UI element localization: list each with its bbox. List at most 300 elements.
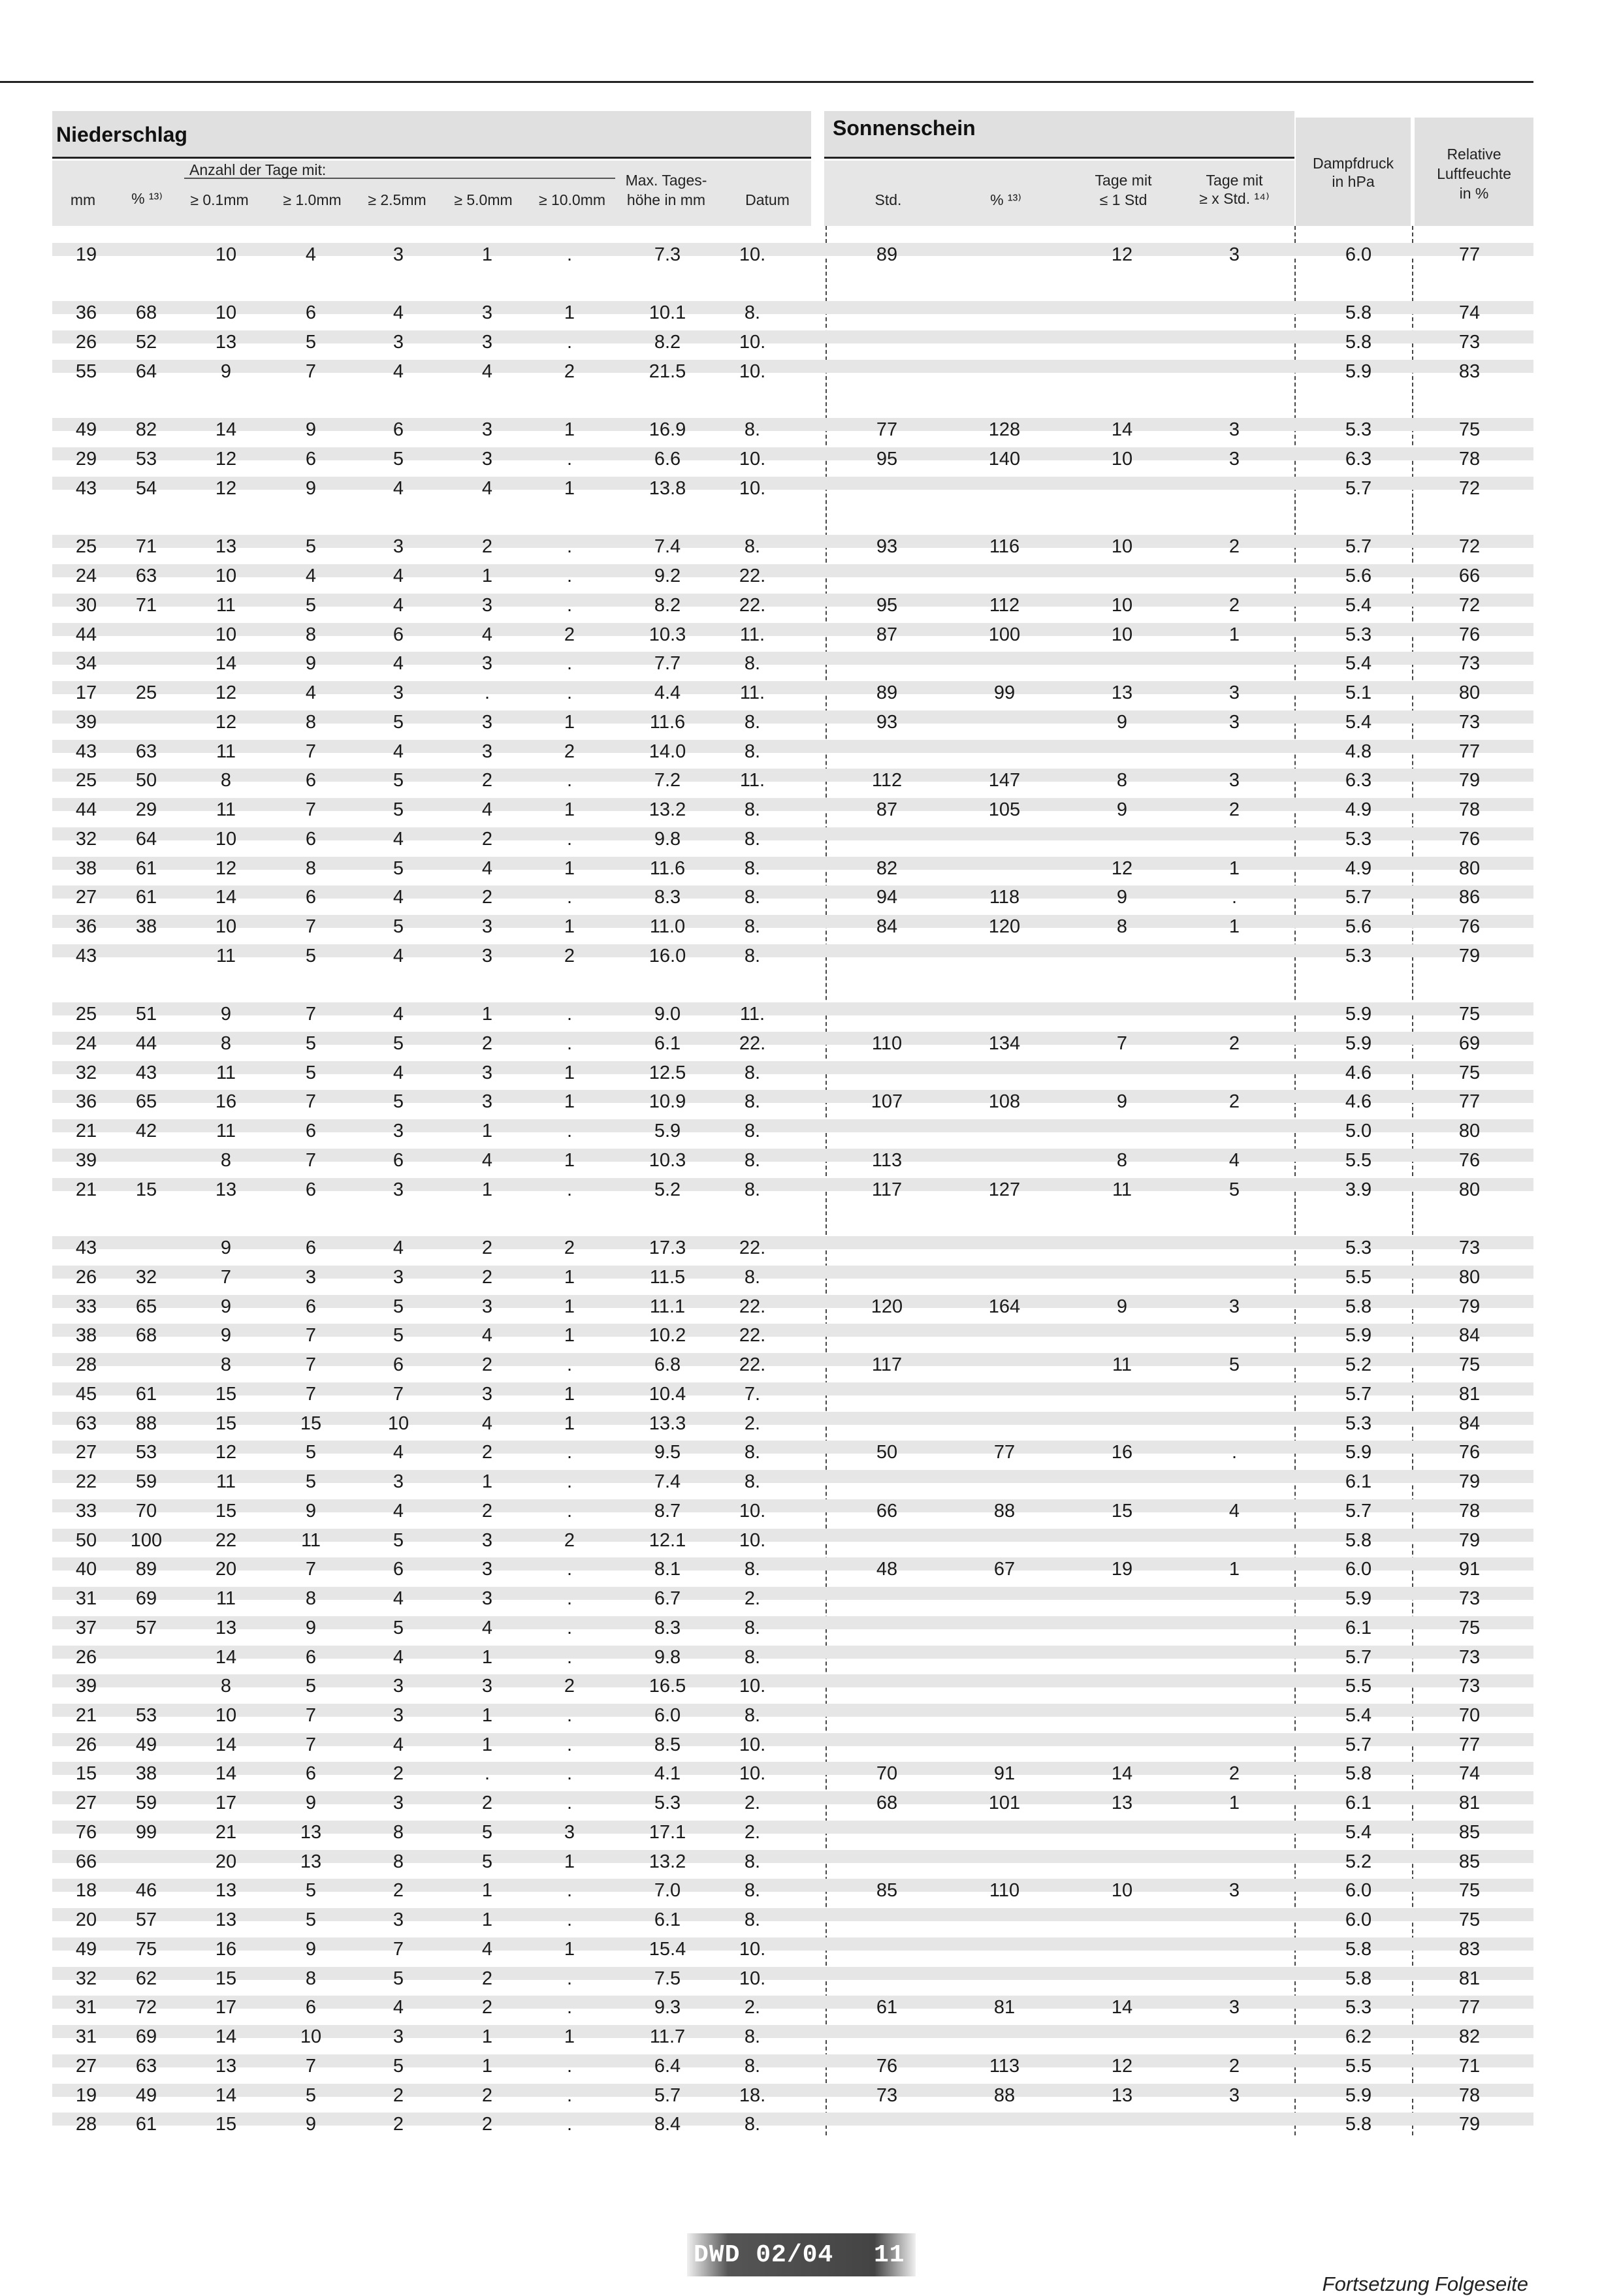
cell-pct2: 128: [988, 419, 1021, 440]
cell-d10: 6: [305, 1647, 317, 1668]
cell-max: 11.6: [649, 712, 686, 733]
cell-d100: 1: [564, 478, 575, 499]
cell-d10: 8: [305, 1968, 317, 1989]
cell-pct2: 81: [993, 1997, 1016, 2018]
cell-rel: 71: [1458, 2056, 1481, 2077]
cell-mm: 22: [75, 1471, 97, 1492]
header-max-2: höhe in mm: [626, 191, 706, 208]
table-row: [52, 1701, 1533, 1730]
cell-pct2: [969, 1059, 1040, 1087]
cell-d10: 7: [305, 1734, 317, 1755]
cell-d100: .: [566, 1121, 573, 1141]
cell-d100: .: [566, 887, 573, 908]
cell-d25: 8: [393, 1822, 404, 1843]
cell-d100: 1: [564, 1267, 575, 1288]
cell-d01: 13: [215, 1909, 237, 1930]
cell-tage2: 3: [1228, 2085, 1240, 2106]
cell-tage1: 12: [1111, 858, 1133, 879]
cell-d01: 14: [215, 653, 237, 674]
cell-std: [851, 1730, 923, 1759]
cell-pct2: 105: [988, 799, 1021, 820]
cell-rel: 85: [1458, 1851, 1481, 1872]
cell-d01: 12: [215, 858, 237, 879]
table-row: [52, 1292, 1533, 1321]
cell-mm: 36: [75, 916, 97, 937]
cell-d25: 4: [393, 1734, 404, 1755]
cell-tage1: [1086, 1526, 1158, 1555]
cell-mm: 25: [75, 1004, 97, 1025]
cell-tage2: [1198, 1380, 1270, 1409]
cell-datum: 8.: [744, 1091, 761, 1112]
cell-std: 87: [876, 799, 898, 820]
cell-d100: .: [566, 244, 573, 265]
cell-std: 94: [876, 887, 898, 908]
cell-dampf: 5.7: [1345, 478, 1372, 499]
cell-std: [851, 562, 923, 590]
table-row: [52, 591, 1533, 620]
cell-d10: 5: [305, 1676, 317, 1697]
cell-pct: 69: [135, 2026, 157, 2047]
cell-tage2: 3: [1228, 1880, 1240, 1901]
cell-std: [851, 328, 923, 357]
cell-pct: 57: [135, 1909, 157, 1930]
cell-d100: 1: [564, 858, 575, 879]
cell-d25: 5: [393, 1618, 404, 1638]
cell-pct: 54: [135, 478, 157, 499]
cell-max: 4.4: [654, 682, 681, 703]
cell-dampf: 5.7: [1345, 536, 1372, 557]
cell-d50: 1: [481, 2026, 493, 2047]
cell-rel: 75: [1458, 1062, 1481, 1083]
cell-d50: 3: [481, 653, 493, 674]
cell-tage1: [1086, 357, 1158, 386]
cell-d25: 2: [393, 1763, 404, 1784]
cell-std: [851, 825, 923, 853]
cell-tage2: [1198, 1818, 1270, 1847]
cell-rel: 73: [1458, 1237, 1481, 1258]
cell-d25: 7: [393, 1939, 404, 1960]
cell-d10: 10: [300, 2026, 322, 2047]
cell-rel: 82: [1458, 2026, 1481, 2047]
header-d100: ≥ 10.0mm: [538, 191, 606, 208]
cell-mm: 39: [75, 1150, 97, 1171]
cell-d25: 4: [393, 1588, 404, 1609]
cell-datum: 2.: [744, 1588, 761, 1609]
cell-max: 9.5: [654, 1442, 681, 1463]
cell-pct2: [969, 737, 1040, 766]
cell-datum: 8.: [744, 829, 761, 850]
cell-mm: 27: [75, 1793, 97, 1813]
table-row: [52, 1614, 1533, 1642]
cell-mm: 39: [75, 1676, 97, 1697]
cell-pct: 29: [135, 799, 157, 820]
cell-rel: 81: [1458, 1968, 1481, 1989]
cell-dampf: 5.7: [1345, 1647, 1372, 1668]
cell-d01: 11: [216, 1062, 236, 1083]
cell-pct: 65: [135, 1091, 157, 1112]
cell-rel: 75: [1458, 419, 1481, 440]
cell-pct2: [969, 2110, 1040, 2139]
cell-mm: 19: [75, 244, 97, 265]
cell-std: [851, 1117, 923, 1145]
cell-d100: .: [566, 1588, 573, 1609]
footer-badge: [687, 2233, 916, 2276]
table-row: [52, 1059, 1533, 1087]
cell-d25: 3: [393, 682, 404, 703]
cell-d50: 2: [481, 2085, 493, 2106]
cell-d10: 6: [305, 770, 317, 791]
cell-pct: 89: [135, 1559, 157, 1580]
cell-rel: 73: [1458, 332, 1481, 353]
cell-d25: 3: [393, 1179, 404, 1200]
table-row: [52, 1409, 1533, 1438]
table-row: [52, 1350, 1533, 1379]
cell-pct2: [969, 474, 1040, 503]
cell-d01: 14: [215, 2085, 237, 2106]
cell-dampf: 5.5: [1345, 1150, 1372, 1171]
cell-dampf: 5.3: [1345, 1997, 1372, 2018]
cell-pct2: [969, 1672, 1040, 1700]
table-row: [52, 678, 1533, 707]
cell-pct2: [969, 1234, 1040, 1262]
cell-max: 7.0: [654, 1880, 681, 1901]
cell-max: 6.8: [654, 1354, 681, 1375]
cell-pct: 61: [135, 2114, 157, 2135]
cell-dampf: 5.4: [1345, 653, 1372, 674]
cell-tage1: [1086, 942, 1158, 970]
cell-pct2: [969, 1584, 1040, 1613]
cell-d50: 3: [481, 332, 493, 353]
cell-d100: .: [566, 1880, 573, 1901]
cell-d01: 10: [215, 916, 237, 937]
cell-pct2: 164: [988, 1296, 1021, 1317]
cell-mm: 26: [75, 1647, 97, 1668]
cell-d01: 9: [220, 1004, 232, 1025]
cell-d10: 8: [305, 858, 317, 879]
cell-dampf: 5.9: [1345, 1325, 1372, 1346]
cell-pct2: [969, 2022, 1040, 2051]
cell-datum: 8.: [744, 1909, 761, 1930]
cell-tage2: [1198, 1672, 1270, 1700]
cell-tage2: [1198, 1526, 1270, 1555]
footer-continuation: Fortsetzung Folgeseite: [1322, 2272, 1528, 2295]
cell-datum: 8.: [744, 1647, 761, 1668]
cell-tage1: 10: [1111, 1880, 1133, 1901]
cell-datum: 11.: [739, 624, 765, 645]
cell-datum: 10.: [739, 1676, 766, 1697]
cell-max: 16.5: [649, 1676, 686, 1697]
cell-d25: 3: [393, 2026, 404, 2047]
cell-datum: 8.: [744, 1471, 761, 1492]
cell-pct2: [969, 1643, 1040, 1672]
cell-d50: 1: [481, 244, 493, 265]
cell-max: 6.7: [654, 1588, 681, 1609]
cell-datum: 10.: [739, 1763, 766, 1784]
cell-pct2: [969, 1467, 1040, 1496]
cell-rel: 79: [1458, 2114, 1481, 2135]
cell-tage1: [1086, 328, 1158, 357]
cell-mm: 44: [75, 799, 97, 820]
cell-pct: 71: [135, 536, 157, 557]
cell-datum: 2.: [744, 1793, 761, 1813]
cell-d01: 13: [215, 332, 237, 353]
cell-tage2: [1198, 649, 1270, 678]
cell-d01: 13: [215, 1880, 237, 1901]
cell-rel: 83: [1458, 1939, 1481, 1960]
cell-max: 8.2: [654, 332, 681, 353]
cell-max: 6.4: [654, 2056, 681, 2077]
cell-pct: 75: [135, 1939, 157, 1960]
cell-dampf: 5.9: [1345, 1004, 1372, 1025]
table-row: [52, 854, 1533, 883]
cell-tage1: 10: [1111, 595, 1133, 616]
cell-d50: 3: [481, 1530, 493, 1551]
cell-d01: 10: [215, 1705, 237, 1726]
cell-d50: .: [484, 1763, 490, 1784]
cell-pct2: 116: [989, 536, 1020, 557]
cell-d25: 5: [393, 1968, 404, 1989]
cell-d25: 4: [393, 566, 404, 586]
cell-datum: 2.: [744, 1997, 761, 2018]
cell-pct2: [969, 1526, 1040, 1555]
cell-datum: 8.: [744, 1442, 761, 1463]
header-d50: ≥ 5.0mm: [454, 191, 513, 208]
table-row: [52, 737, 1533, 766]
cell-tage2: 1: [1228, 916, 1240, 937]
cell-d50: 2: [481, 1501, 493, 1522]
cell-d50: 3: [481, 302, 493, 323]
cell-rel: 76: [1458, 1442, 1481, 1463]
cell-tage2: [1198, 1847, 1270, 1876]
cell-dampf: 3.9: [1345, 1179, 1372, 1200]
cell-pct: 61: [135, 887, 157, 908]
section-title-sonnenschein: Sonnenschein: [833, 116, 976, 140]
cell-dampf: 5.1: [1345, 682, 1372, 703]
cell-rel: 74: [1458, 1763, 1481, 1784]
cell-d50: 3: [481, 946, 493, 966]
cell-d50: 4: [481, 624, 493, 645]
cell-dampf: 5.5: [1345, 1267, 1372, 1288]
table-row: [52, 1964, 1533, 1993]
cell-datum: 11.: [739, 1004, 765, 1025]
cell-tage2: [1198, 1117, 1270, 1145]
cell-rel: 77: [1458, 741, 1481, 762]
cell-d10: 4: [305, 682, 317, 703]
cell-max: 6.1: [654, 1909, 681, 1930]
cell-datum: 10.: [739, 1734, 766, 1755]
table-row: [52, 1380, 1533, 1409]
cell-pct: 64: [135, 361, 157, 382]
cell-datum: 8.: [744, 1121, 761, 1141]
cell-d50: 5: [481, 1822, 493, 1843]
cell-std: [851, 1234, 923, 1262]
cell-d01: 13: [215, 536, 237, 557]
cell-dampf: 5.3: [1345, 829, 1372, 850]
cell-tage1: [1086, 1818, 1158, 1847]
cell-dampf: 6.0: [1345, 1880, 1372, 1901]
cell-dampf: 5.5: [1345, 2056, 1372, 2077]
cell-d50: 2: [481, 1354, 493, 1375]
cell-d25: 4: [393, 595, 404, 616]
cell-mm: 24: [75, 1033, 97, 1054]
cell-d10: 5: [305, 946, 317, 966]
cell-std: [851, 1409, 923, 1438]
cell-std: [851, 1818, 923, 1847]
cell-tage2: [1198, 1467, 1270, 1496]
cell-rel: 73: [1458, 1647, 1481, 1668]
cell-mm: 40: [75, 1559, 97, 1580]
cell-d10: 7: [305, 1384, 317, 1405]
cell-std: [851, 1935, 923, 1964]
cell-d100: .: [566, 1179, 573, 1200]
cell-d01: 13: [215, 2056, 237, 2077]
cell-tage2: [1198, 1000, 1270, 1028]
cell-tage1: 10: [1111, 624, 1133, 645]
cell-d50: 4: [481, 478, 493, 499]
cell-mm: 32: [75, 1968, 97, 1989]
cell-tage2: 4: [1228, 1150, 1240, 1171]
cell-tage1: 10: [1111, 449, 1133, 470]
table-row: [52, 1672, 1533, 1700]
cell-dampf: 5.9: [1345, 1442, 1372, 1463]
cell-pct: 71: [135, 595, 157, 616]
cell-std: 61: [876, 1997, 898, 2018]
cell-std: [851, 737, 923, 766]
table-row: [52, 1497, 1533, 1525]
top-rule: [0, 81, 1533, 83]
cell-d01: 14: [215, 1763, 237, 1784]
cell-datum: 22.: [739, 566, 766, 586]
cell-pct2: 101: [988, 1793, 1021, 1813]
cell-d01: 15: [215, 1501, 237, 1522]
cell-mm: 33: [75, 1501, 97, 1522]
cell-d01: 11: [216, 946, 236, 966]
cell-pct: [110, 1672, 182, 1700]
cell-dampf: 5.6: [1345, 916, 1372, 937]
cell-mm: 19: [75, 2085, 97, 2106]
cell-d50: 2: [481, 770, 493, 791]
cell-d25: 4: [393, 1997, 404, 2018]
cell-max: 9.3: [654, 1997, 681, 2018]
cell-tage2: [1198, 2022, 1270, 2051]
cell-d100: .: [566, 449, 573, 470]
cell-tage1: [1086, 1117, 1158, 1145]
cell-rel: 76: [1458, 829, 1481, 850]
cell-tage2: 3: [1228, 1997, 1240, 2018]
cell-mm: 21: [75, 1121, 97, 1141]
cell-d50: 1: [481, 1705, 493, 1726]
header-tage2-b: ≥ x Std. ¹⁴⁾: [1199, 190, 1270, 207]
cell-std: [851, 1643, 923, 1672]
cell-rel: 76: [1458, 1150, 1481, 1171]
cell-dampf: 6.0: [1345, 244, 1372, 265]
cell-rel: 78: [1458, 2085, 1481, 2106]
cell-datum: 8.: [744, 799, 761, 820]
cell-tage2: 3: [1228, 449, 1240, 470]
cell-mm: 31: [75, 1997, 97, 2018]
cell-d10: 5: [305, 1442, 317, 1463]
cell-d01: 14: [215, 887, 237, 908]
cell-max: 5.7: [654, 2085, 681, 2106]
cell-d50: 2: [481, 1968, 493, 1989]
cell-datum: 10.: [739, 478, 766, 499]
cell-d25: 3: [393, 1909, 404, 1930]
cell-mm: 25: [75, 536, 97, 557]
cell-pct: 53: [135, 1442, 157, 1463]
table-row: [52, 912, 1533, 941]
cell-rel: 78: [1458, 449, 1481, 470]
cell-d10: 7: [305, 2056, 317, 2077]
cell-pct: 61: [135, 1384, 157, 1405]
cell-max: 13.3: [649, 1413, 686, 1434]
cell-tage2: 1: [1228, 1559, 1240, 1580]
table-row: [52, 1993, 1533, 2022]
cell-dampf: 5.9: [1345, 361, 1372, 382]
cell-d50: 1: [481, 566, 493, 586]
cell-d100: .: [566, 566, 573, 586]
cell-d01: 12: [215, 449, 237, 470]
cell-std: 84: [876, 916, 898, 937]
cell-std: 113: [871, 1150, 903, 1171]
cell-pct: 63: [135, 566, 157, 586]
cell-mm: 29: [75, 449, 97, 470]
cell-d50: 1: [481, 1647, 493, 1668]
cell-max: 15.4: [649, 1939, 686, 1960]
cell-d10: 7: [305, 741, 317, 762]
cell-d100: .: [566, 1763, 573, 1784]
cell-d50: 4: [481, 799, 493, 820]
cell-tage1: 9: [1116, 712, 1128, 733]
cell-pct2: 108: [988, 1091, 1021, 1112]
cell-d10: 7: [305, 1004, 317, 1025]
cell-rel: 79: [1458, 770, 1481, 791]
cell-datum: 8.: [744, 2026, 761, 2047]
cell-d100: .: [566, 1004, 573, 1025]
table-row: [52, 1905, 1533, 1934]
cell-d25: 4: [393, 653, 404, 674]
cell-d25: 4: [393, 829, 404, 850]
cell-d10: 4: [305, 566, 317, 586]
cell-pct2: 134: [988, 1033, 1021, 1054]
cell-d50: 3: [481, 1091, 493, 1112]
cell-rel: 81: [1458, 1384, 1481, 1405]
cell-mm: 50: [75, 1530, 97, 1551]
cell-d100: .: [566, 1033, 573, 1054]
cell-max: 11.6: [649, 858, 686, 879]
cell-tage1: 16: [1111, 1442, 1133, 1463]
cell-pct: 65: [135, 1296, 157, 1317]
table-row: [52, 1234, 1533, 1262]
cell-datum: 8.: [744, 858, 761, 879]
table-row: [52, 1730, 1533, 1759]
cell-d01: 12: [215, 712, 237, 733]
cell-d100: 1: [564, 2026, 575, 2047]
table-row: [52, 1935, 1533, 1964]
cell-tage1: 19: [1111, 1559, 1133, 1580]
cell-rel: 75: [1458, 1354, 1481, 1375]
cell-d100: 2: [564, 741, 575, 762]
table-row: [52, 445, 1533, 473]
cell-rel: 85: [1458, 1822, 1481, 1843]
cell-tage1: 14: [1111, 1997, 1133, 2018]
cell-d10: 5: [305, 332, 317, 353]
cell-d25: 5: [393, 916, 404, 937]
cell-std: 89: [876, 682, 898, 703]
cell-pct: 15: [135, 1179, 157, 1200]
header-tage1-a: Tage mit: [1095, 172, 1152, 189]
cell-d25: 4: [393, 478, 404, 499]
cell-dampf: 5.8: [1345, 1968, 1372, 1989]
